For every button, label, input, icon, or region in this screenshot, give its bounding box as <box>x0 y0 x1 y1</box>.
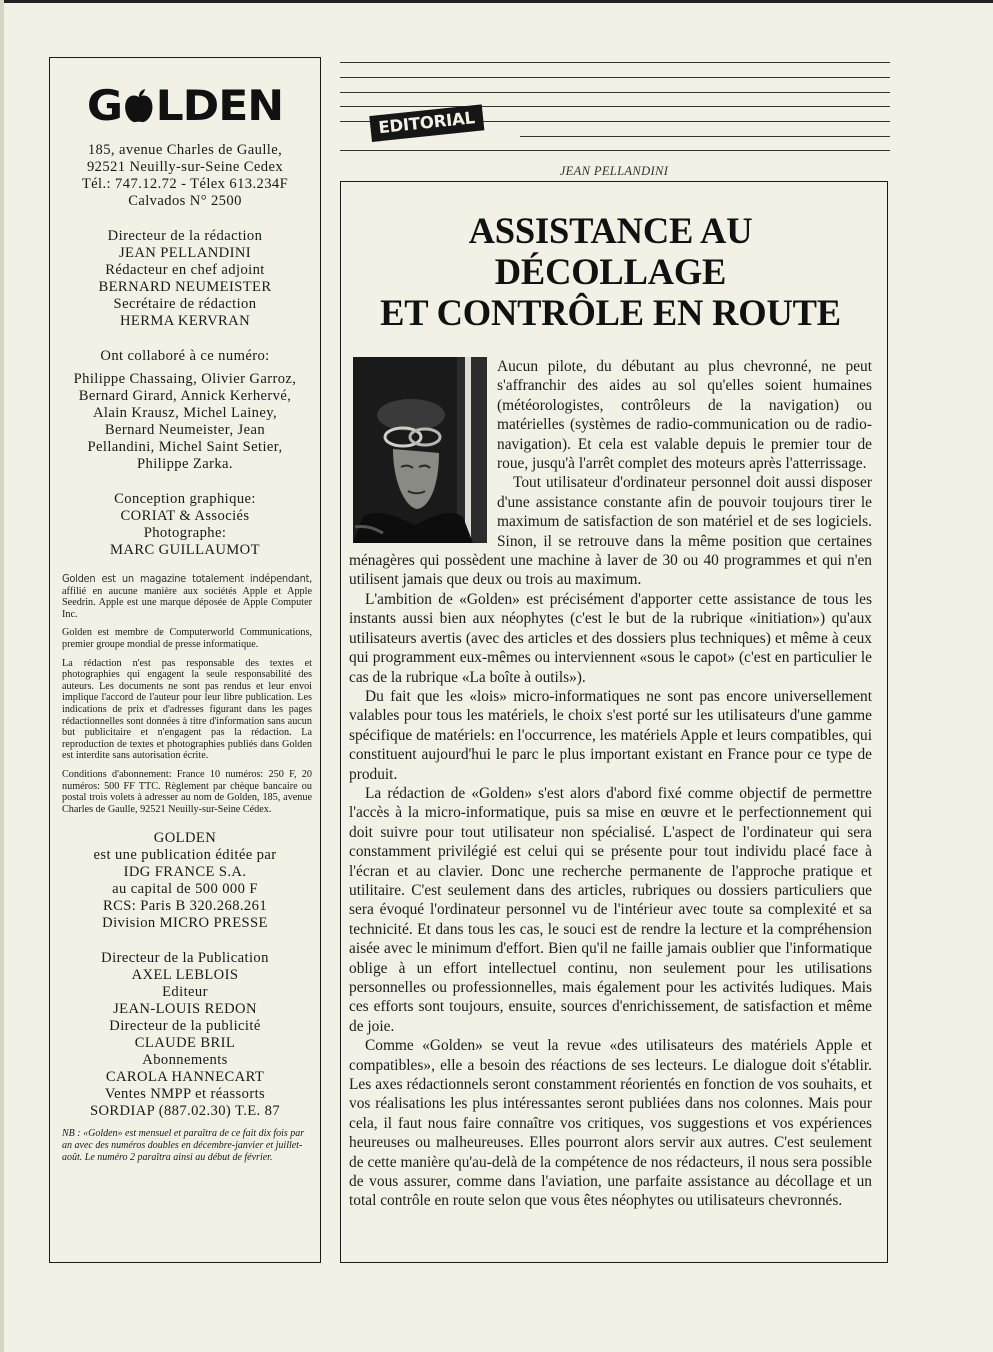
independence-rest: affilié en aucune manière aux sociétés Apple et Apple Seedrin. Apple est une marque déposée de Apple Computer Inc. <box>62 585 312 620</box>
editorial-staff <box>62 228 308 330</box>
headline <box>349 210 872 333</box>
article-paragraph: L'ambition de «Golden» est précisément d'apporter cette assistance de tous les instants aussi bien aux néophytes (c'est le but de la rubrique «initiation») qu'aux utilisateurs avertis (avec des articles et des dossiers plus techniques) et même à ceux qui programment eux-mêmes ou interviennent «sous le capot» (c'est en particulier le cas de la rubrique «La boîte à outils»). <box>349 590 872 686</box>
contributors-line: Bernard Girard, Annick Kerhervé, <box>78 388 292 404</box>
address-block <box>62 142 308 210</box>
publisher-line: au capital de 500 000 F <box>112 881 258 898</box>
independence-note <box>62 573 312 620</box>
staff-line: Directeur de la rédaction <box>107 228 263 244</box>
golden-logo <box>56 81 314 130</box>
logo-suffix: LDEN <box>155 81 284 130</box>
management-line: Ventes NMPP et réassorts <box>104 1086 266 1103</box>
header-rule <box>520 136 890 137</box>
design-line: CORIAT & Associés <box>120 508 250 524</box>
section-tag <box>372 108 485 142</box>
staff-line: Secrétaire de rédaction <box>113 296 257 312</box>
author-photo <box>353 357 487 543</box>
publisher-line: RCS: Paris B 320.268.261 <box>102 898 268 915</box>
contributors-line: Pellandini, Michel Saint Setier, <box>87 439 283 455</box>
address-line: Tél.: 747.12.72 - Télex 613.234F <box>81 176 289 192</box>
apple-icon <box>123 88 155 124</box>
management-line: Directeur de la publicité <box>109 1018 261 1035</box>
header-rule <box>340 62 890 63</box>
responsibility-note: La rédaction n'est pas responsable des textes et photographies qui engagent la seule responsabilité des auteurs. Les documents ne sont pas rendus et leur envoi implique l'accord de l'auteur pour leur libre publication. Les indications de prix et d'adresses figurant dans les pages rédactionnelles sont données à titre d'information sans aucun but publicitaire et n'engagent pas la rédaction. La reproduction de textes et photographies publiés dans Golden est interdite sans autorisation écrite. <box>62 657 312 762</box>
membership-note: Golden est membre de Computerworld Communications, premier groupe mondial de presse informatique. <box>62 627 312 650</box>
management-line: SORDIAP (887.02.30) T.E. 87 <box>89 1103 281 1120</box>
design-credits <box>62 491 308 559</box>
staff-line: JEAN PELLANDINI <box>118 245 252 261</box>
staff-line: HERMA KERVRAN <box>119 313 251 329</box>
contributors-line: Alain Krausz, Michel Lainey, <box>92 405 278 421</box>
header-rule <box>340 92 890 93</box>
headline-line: ASSISTANCE AU DÉCOLLAGE <box>468 210 753 292</box>
address-line: 92521 Neuilly-sur-Seine Cedex <box>86 159 284 175</box>
management-block <box>62 950 308 1120</box>
independence-lead: Golden est un magazine totalement indépendant, <box>62 572 312 585</box>
contributors-line: Bernard Neumeister, Jean <box>104 422 266 438</box>
management-line: Editeur <box>162 984 208 1001</box>
article-paragraph: Aucun pilote, du débutant au plus chevronné, ne peut s'affranchir des aides au sol qu'elles soient humaines (météorologistes, contrôleurs de la navigation) ou matérielles (systèmes de radio-communication ou de radio-navigation). Et cela est valable depuis le premier tour de roue, jusqu'à l'arrêt complet des moteurs après l'atterrissage. <box>497 358 872 473</box>
design-line: Conception graphique: <box>114 491 256 507</box>
contributors-line: Philippe Zarka. <box>137 456 233 472</box>
publisher-line: est une publication éditée par <box>93 847 277 864</box>
headline-line: ET CONTRÔLE EN ROUTE <box>380 292 841 333</box>
design-line: Photographe: <box>143 525 227 541</box>
page-edge <box>0 0 4 1352</box>
staff-line: BERNARD NEUMEISTER <box>98 279 272 295</box>
management-line: JEAN-LOUIS REDON <box>113 1001 257 1018</box>
article-paragraph: Comme «Golden» se veut la revue «des utilisateurs des matériels Apple et compatibles», elle a besoin des réactions de ses lecteurs. Le dialogue doit s'établir. Les axes rédactionnels seront constamment réorientés en fonction de vos souhaits, et vos réalisations les plus intéressantes seront publiées dans nos colonnes. Mais pour cela, il faut nous faire connaître vos critiques, vos suggestions et vos expériences heureuses ou malheureuses. Elles pourront alors servir aux autres. C'est seulement de cette manière qu'au-delà de la compétence de nos rédacteurs, il nous sera possible de vous assurer, comme dans l'aviation, une parfaite assistance au décollage et un total contrôle en route selon que vous êtes néophytes ou utilisateurs chevronnés. <box>349 1037 872 1210</box>
management-line: CLAUDE BRIL <box>134 1035 236 1052</box>
article-paragraph: Du fait que les «lois» micro-informatiques ne sont pas encore universellement valables pour tous les matériels, le choix s'est porté sur les utilisateurs d'une gamme spécifique de matériels: en l'occurrence, les matériels Apple et leurs compatibles, qui constituent aujourd'hui le parc le plus important existant en France pour ce type de produit. <box>349 687 872 783</box>
nb-note: NB : «Golden» est mensuel et paraîtra de ce fait dix fois par an avec des numéros doubles en décembre-janvier et juillet-août. Le numéro 2 paraîtra ainsi au début de février. <box>62 1128 305 1164</box>
article-paragraph: Tout utilisateur d'ordinateur personnel doit aussi disposer d'une assistance constante afin de pouvoir toujours tirer le maximum de satisfaction de son matériel et de ses logiciels. Sinon, il se retrouve dans la même position que certaines ménagères qui possèdent une machine à laver de 30 ou 40 programmes et qui n'en utilisent jamais que deux ou trois au maximum. <box>349 474 872 589</box>
article-body <box>349 357 872 1211</box>
article-paragraph: La rédaction de «Golden» s'est alors d'abord fixé comme objectif de permettre l'accès à la micro-informatique, puis sa mise en œuvre et le perfectionnement qui doit suivre pour tout utilisateur non spécialisé. L'aspect de l'ordinateur qui sera constamment privilégié est celui qui se présente pour tout individu placé face à l'écran et au clavier. Donc une recherche permanente de l'approche pratique et utilitaire. C'est seulement dans des articles, rubriques ou dossiers particuliers que sera évoqué l'ordinateur personnel vu de l'intérieur avec toute sa complexité et sa technicité. Et dans tous les cas, le souci est de rendre la lecture et la compréhension aisée avec le minimum d'effort. Bien qu'il ne faille jamais oublier que l'informatique oblige à un effort intellectuel continu, non seulement pour les utilisations personnelles ou professionnelles, mais également pour les activités ludiques. Mais ces efforts sont toujours, ensuite, sources d'enrichissement, de satisfaction et même de joie. <box>349 784 872 1035</box>
subscription-note: Conditions d'abonnement: France 10 numéros: 250 F, 20 numéros: 500 FF TTC. Règlement par chèque bancaire ou postal trois volets à adresser au nom de Golden, 185, avenue Charles de Gaulle, 92521 Neuilly-sur-Seine Cédex. <box>62 768 312 815</box>
top-border <box>0 0 993 3</box>
design-line: MARC GUILLAUMOT <box>110 542 260 558</box>
logo-prefix: G <box>86 81 122 130</box>
publisher-line: Division MICRO PRESSE <box>102 915 268 932</box>
publisher-line: IDG FRANCE S.A. <box>123 864 247 881</box>
management-line: Abonnements <box>142 1052 228 1069</box>
contributors-line: Ont collaboré à ce numéro: <box>100 348 270 364</box>
staff-line: Rédacteur en chef adjoint <box>105 262 265 278</box>
header-rule <box>340 150 890 151</box>
management-line: Directeur de la Publication <box>101 950 269 967</box>
editorial-article <box>340 181 888 1263</box>
address-line: Calvados N° 2500 <box>128 193 242 209</box>
address-line: 185, avenue Charles de Gaulle, <box>87 142 283 158</box>
header-rule <box>340 77 890 78</box>
publisher-block <box>62 830 308 932</box>
contributors <box>62 348 308 473</box>
management-line: AXEL LEBLOIS <box>131 967 239 984</box>
author-byline: JEAN PELLANDINI <box>559 164 669 178</box>
masthead-sidebar <box>49 57 321 1263</box>
section-label: EDITORIAL <box>369 104 484 142</box>
publisher-line: GOLDEN <box>153 830 217 847</box>
contributors-line: Philippe Chassaing, Olivier Garroz, <box>73 371 297 387</box>
header-rule <box>340 106 890 107</box>
legal-notes <box>62 573 312 815</box>
management-line: CAROLA HANNECART <box>105 1069 265 1086</box>
